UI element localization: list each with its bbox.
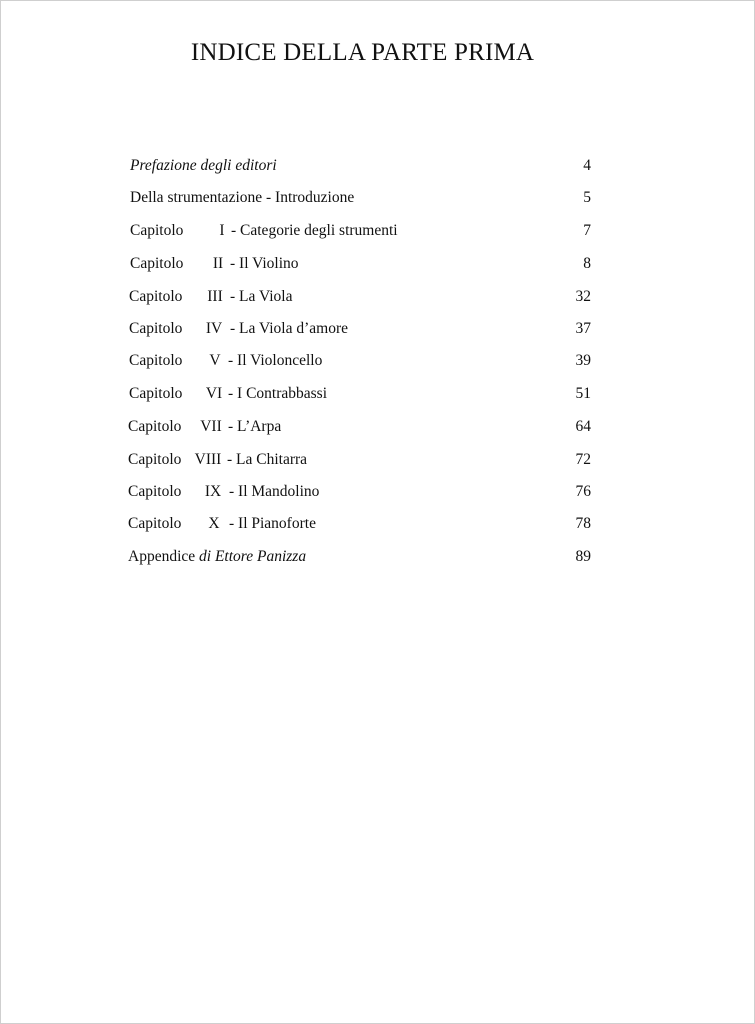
toc-entry-chapter-1 [1, 219, 754, 243]
chapter-title: - Categorie degli strumenti [231, 222, 398, 239]
chapter-word: Capitolo [128, 515, 182, 532]
toc-entry-chapter-10 [1, 512, 754, 536]
chapter-word: Capitolo [130, 222, 184, 239]
chapter-word: Capitolo [128, 483, 182, 500]
toc-entry-chapter-4 [1, 317, 754, 341]
page-title: INDICE DELLA PARTE PRIMA [190, 39, 535, 66]
toc-entry-introduzione [1, 186, 754, 210]
toc-entry-page: 7 [583, 222, 591, 239]
appendix-label: Appendice [128, 548, 196, 565]
toc-entry-chapter-7 [1, 415, 754, 439]
toc-entry-page: 76 [575, 483, 591, 500]
toc-entry-page: 89 [575, 548, 591, 565]
chapter-title: - La Chitarra [227, 451, 308, 468]
toc-entry-page: 5 [583, 189, 591, 206]
chapter-word: Capitolo [129, 352, 183, 369]
chapter-word: Capitolo [129, 320, 183, 337]
chapter-numeral: IV [205, 320, 223, 337]
toc-entry-page: 4 [583, 157, 591, 174]
chapter-title: - Il Mandolino [229, 483, 320, 500]
toc-entry-chapter-5 [1, 349, 754, 373]
chapter-numeral: X [208, 515, 220, 532]
toc-entry-label: Della strumentazione - Introduzione [130, 189, 355, 206]
appendix-author: di Ettore Panizza [199, 548, 307, 565]
toc-entry-label [128, 545, 306, 569]
toc-entry-page: 37 [575, 320, 591, 337]
chapter-numeral: VIII [194, 451, 222, 468]
toc-entry-page: 32 [575, 288, 591, 305]
toc-entry-page: 64 [575, 418, 591, 435]
chapter-numeral: VII [200, 418, 222, 435]
toc-entry-chapter-8 [1, 448, 754, 472]
chapter-title: - La Viola [230, 288, 293, 305]
toc-entry-chapter-3 [1, 285, 754, 309]
chapter-title: - Il Violoncello [228, 352, 323, 369]
toc-entry-page: 51 [575, 385, 591, 402]
chapter-word: Capitolo [128, 418, 182, 435]
chapter-numeral: III [207, 288, 223, 305]
chapter-numeral: I [219, 222, 225, 239]
toc-entry-chapter-9 [1, 480, 754, 504]
toc-entry-appendice [1, 545, 754, 569]
chapter-word: Capitolo [129, 288, 183, 305]
chapter-word: Capitolo [129, 385, 183, 402]
toc-entry-chapter-2 [1, 252, 754, 276]
chapter-title: - I Contrabbassi [228, 385, 328, 402]
chapter-numeral: V [209, 352, 221, 369]
chapter-numeral: VI [205, 385, 223, 402]
toc-entry-page: 8 [583, 255, 591, 272]
toc-entry-label: Prefazione degli editori [130, 157, 277, 174]
toc-entry-chapter-6 [1, 382, 754, 406]
chapter-numeral: IX [204, 483, 222, 500]
chapter-numeral: II [212, 255, 224, 272]
toc-entry-page: 39 [575, 352, 591, 369]
chapter-title: - L’Arpa [228, 418, 282, 435]
chapter-title: - Il Pianoforte [229, 515, 316, 532]
chapter-title: - Il Violino [230, 255, 299, 272]
toc-entry-page: 72 [575, 451, 591, 468]
toc-entry-page: 78 [575, 515, 591, 532]
chapter-title: - La Viola d’amore [230, 320, 348, 337]
chapter-word: Capitolo [128, 451, 182, 468]
toc-entry-prefazione [1, 154, 754, 178]
chapter-word: Capitolo [130, 255, 184, 272]
